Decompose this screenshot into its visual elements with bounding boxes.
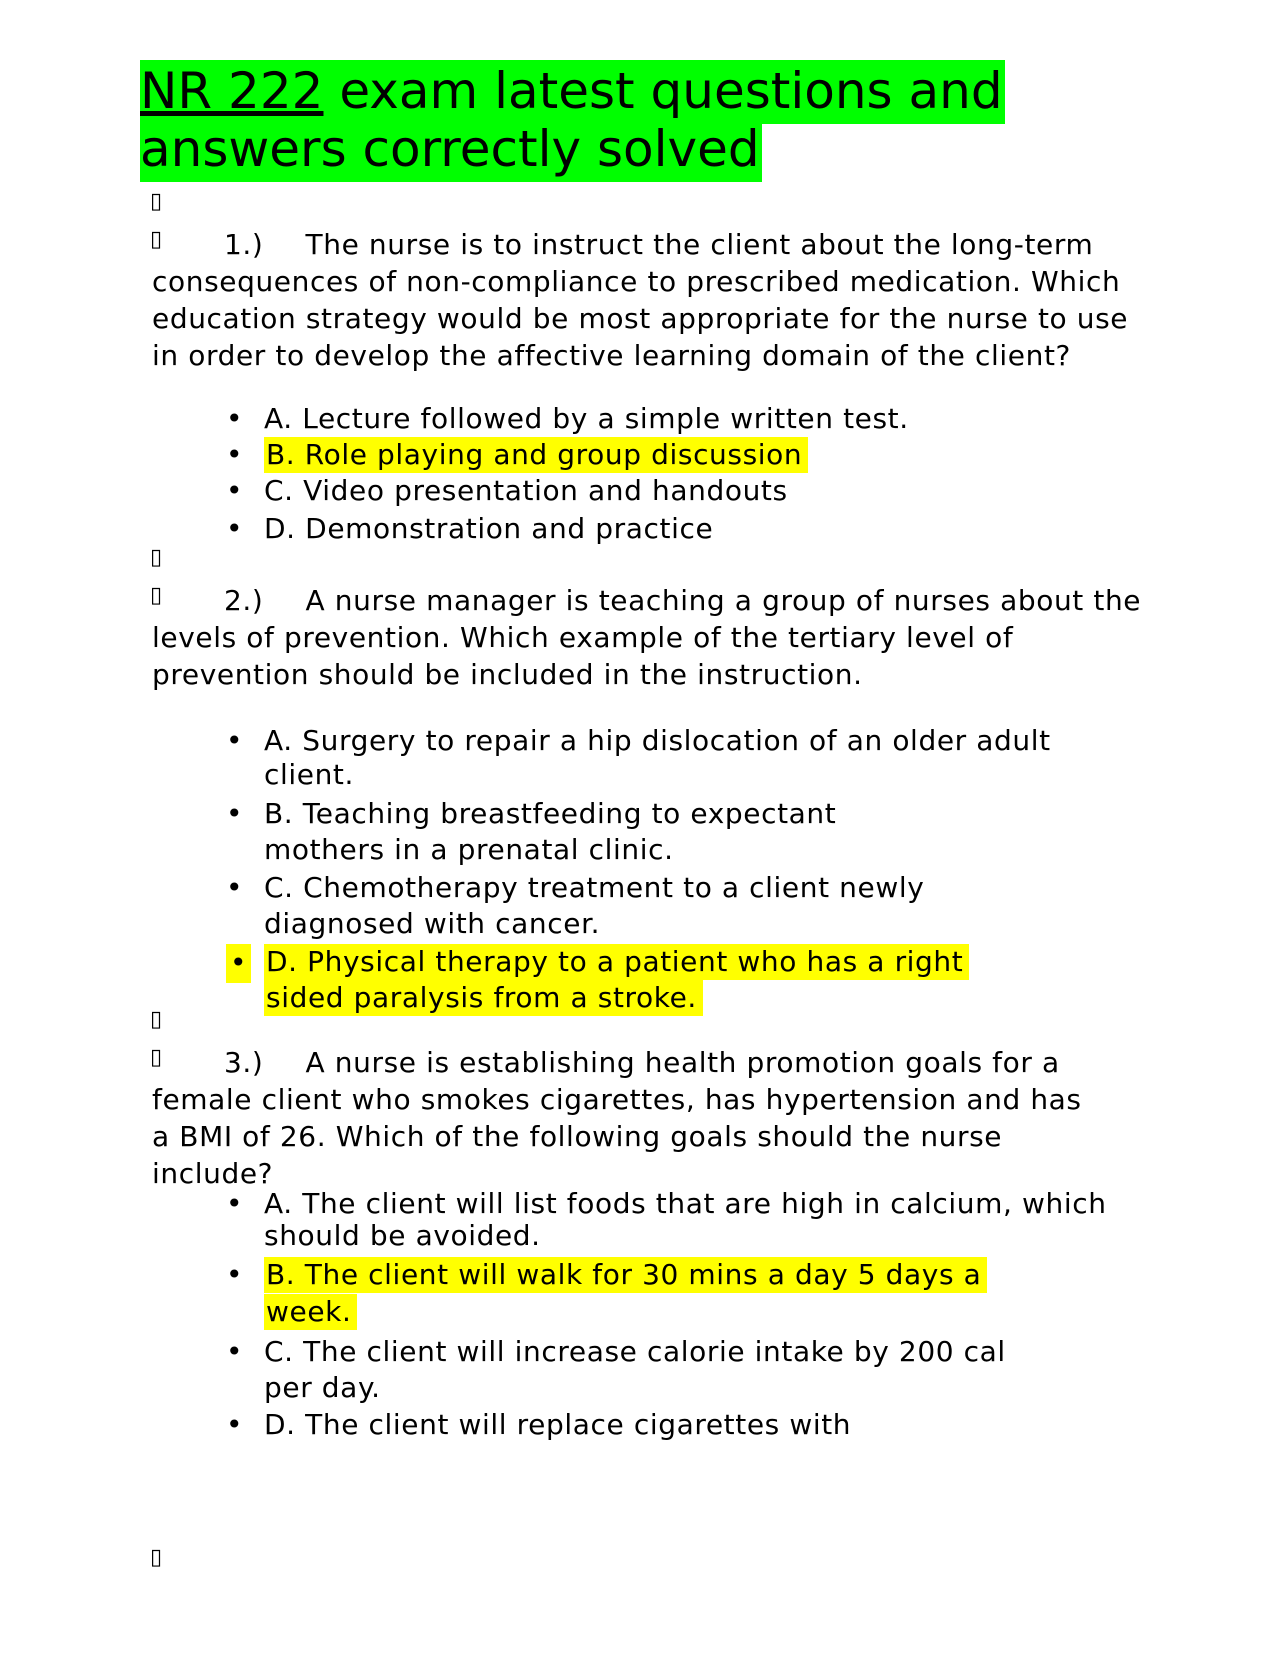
bullet-icon: •	[226, 474, 244, 507]
page-title	[140, 62, 1140, 178]
bullet-icon: •	[226, 944, 251, 983]
option-item	[222, 870, 1004, 942]
options-list	[222, 1188, 1202, 1442]
question-number: 3.)	[224, 1046, 264, 1079]
bullet-icon: •	[226, 1187, 244, 1220]
option-text: D. Demonstration and practice	[264, 512, 714, 545]
bullet-icon: •	[226, 402, 244, 435]
option-item-correct	[222, 1256, 1064, 1330]
option-text: D. The client will replace cigarettes with	[264, 1408, 852, 1441]
question-number: 1.)	[224, 228, 264, 261]
option-text: A. The client will list foods that are high in calcium, which should be avoided.	[264, 1187, 1107, 1252]
missing-glyph-icon: ▯	[150, 1045, 163, 1070]
option-item	[222, 1188, 1184, 1252]
options-list	[222, 402, 1202, 546]
option-item	[222, 402, 1202, 436]
bullet-icon: •	[226, 1258, 244, 1291]
option-item-correct	[222, 438, 1202, 472]
option-text: A. Lecture followed by a simple written test.	[264, 402, 909, 435]
title-highlight	[140, 60, 1005, 182]
bullet-icon: •	[226, 797, 244, 830]
option-item	[222, 512, 1202, 546]
bullet-icon: •	[226, 871, 244, 904]
option-item-correct	[222, 944, 984, 1016]
option-text: C. The client will increase calorie intake by 200 cal per day.	[264, 1335, 1006, 1404]
question-1	[152, 226, 1152, 374]
question-number: 2.)	[224, 584, 264, 617]
missing-glyph-icon: ▯	[150, 189, 163, 214]
missing-glyph-icon: ▯	[150, 583, 163, 608]
missing-glyph-icon: ▯	[150, 1545, 163, 1570]
question-text: The nurse is to instruct the client about the long-term consequences of non-compliance to prescribed medication. Which education strategy would be most appropriate for the nurse to use in order to develop the affective learning domain of the client?	[152, 228, 1129, 372]
bullet-icon: •	[226, 724, 244, 757]
question-2	[152, 582, 1152, 693]
option-text: D. Physical therapy to a patient who has a right sided paralysis from a stroke.	[264, 944, 969, 1016]
bullet-icon: •	[226, 1335, 244, 1368]
question-text: A nurse manager is teaching a group of nurses about the levels of prevention. Which example of the tertiary level of prevention should be included in the instruction.	[152, 584, 1142, 691]
missing-glyph-icon: ▯	[150, 545, 163, 570]
option-text: B. Teaching breastfeeding to expectant mothers in a prenatal clinic.	[264, 797, 837, 866]
option-item	[222, 474, 1202, 508]
title-text: exam latest questions and answers correctly solved	[140, 62, 1003, 178]
question-3	[152, 1044, 1082, 1192]
bullet-icon: •	[226, 512, 244, 545]
missing-glyph-icon: ▯	[150, 1007, 163, 1032]
option-text: A. Surgery to repair a hip dislocation of an older adult client.	[264, 724, 1051, 791]
option-text: B. Role playing and group discussion	[264, 437, 808, 473]
option-text: C. Chemotherapy treatment to a client newly diagnosed with cancer.	[264, 871, 925, 940]
option-item	[222, 1334, 1024, 1406]
course-code: NR 222	[140, 62, 324, 120]
option-text: B. The client will walk for 30 mins a day 5 days a week.	[264, 1257, 987, 1330]
missing-glyph-icon: ▯	[150, 227, 163, 252]
option-item	[222, 1408, 1202, 1442]
question-text: A nurse is establishing health promotion goals for a female client who smokes cigarettes, has hypertension and has a BMI of 26. Which of the following goals should the nurse include?	[152, 1046, 1082, 1190]
bullet-icon: •	[226, 1408, 244, 1441]
options-list	[222, 724, 1202, 1016]
option-item	[222, 796, 904, 868]
option-item	[222, 724, 1144, 792]
bullet-icon: •	[226, 438, 244, 471]
option-text: C. Video presentation and handouts	[264, 474, 788, 507]
